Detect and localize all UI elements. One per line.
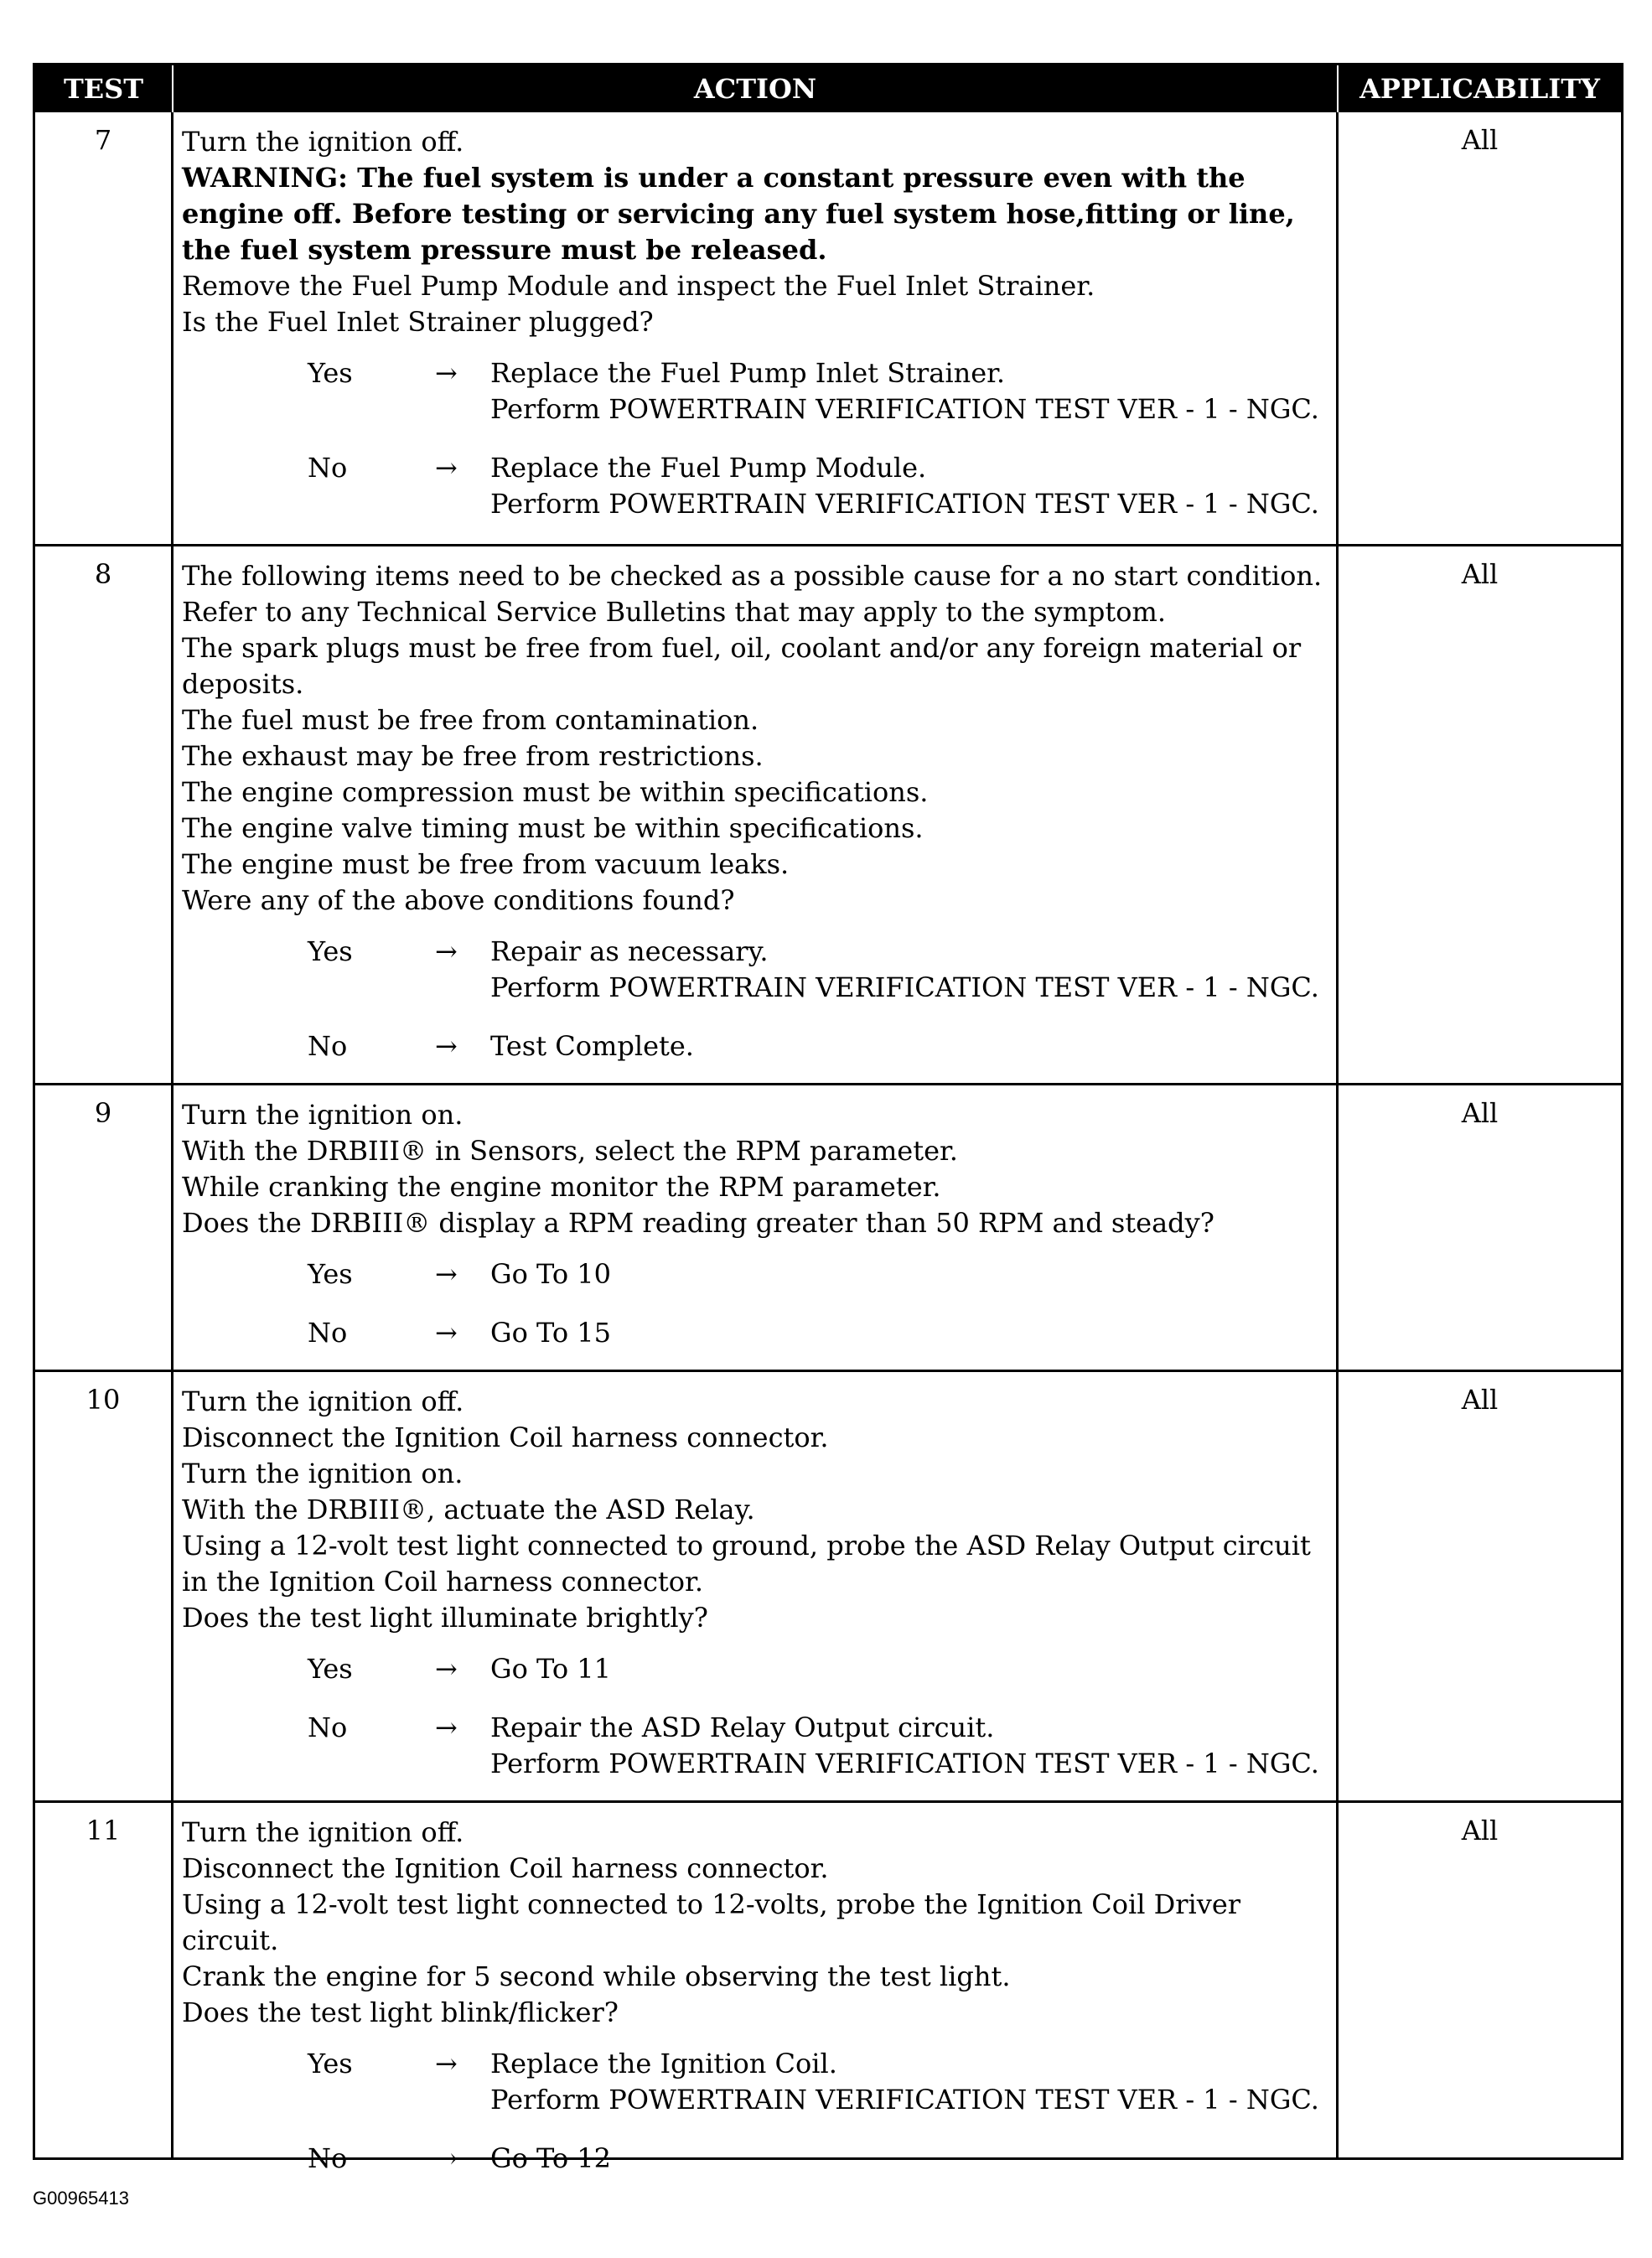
action-line: Remove the Fuel Pump Module and inspect the Fuel Inlet Strainer. — [182, 270, 1095, 302]
answer-options — [182, 934, 1328, 1064]
answer-line: Go To 15 — [490, 1317, 612, 1349]
answer-line: Go To 12 — [490, 2142, 612, 2174]
table-row — [35, 1800, 1621, 2174]
action-line: The fuel must be free from contamination. — [182, 704, 759, 736]
test-number: 8 — [35, 546, 173, 1083]
answer-label: Yes — [308, 935, 353, 967]
answer-option — [182, 1710, 1328, 1782]
answer-line: Replace the Fuel Pump Inlet Strainer. — [490, 357, 1006, 389]
answer-options — [182, 355, 1328, 522]
action-line: Were any of the above conditions found? — [182, 884, 735, 916]
header-applicability: APPLICABILITY — [1359, 73, 1600, 105]
answer-label: No — [308, 1317, 348, 1349]
applicability-cell: All — [1461, 1384, 1499, 1416]
action-cell — [173, 1085, 1339, 1370]
arrow-right-icon: → — [435, 1317, 458, 1349]
answer-options — [182, 2046, 1328, 2177]
answer-text — [490, 1710, 1328, 1782]
action-line: Crank the engine for 5 second while observing the test light. — [182, 1960, 1011, 1992]
arrow-right-icon: → — [435, 452, 458, 484]
header-action: ACTION — [173, 65, 1339, 112]
action-cell — [173, 1372, 1339, 1800]
action-line: The engine compression must be within specifications. — [182, 776, 929, 808]
answer-text — [490, 1256, 1328, 1292]
action-line: Does the DRBIII® display a RPM reading greater than 50 RPM and steady? — [182, 1207, 1214, 1239]
answer-label: No — [308, 452, 348, 484]
action-line: The engine valve timing must be within specifications. — [182, 812, 924, 844]
answer-option — [182, 1315, 1328, 1351]
answer-option — [182, 355, 1328, 427]
action-line: The exhaust may be free from restrictions. — [182, 740, 764, 772]
answer-line: Replace the Ignition Coil. — [490, 2048, 837, 2079]
answer-text — [490, 934, 1328, 1006]
arrow-right-icon: → — [435, 1258, 458, 1290]
header-test: TEST — [35, 65, 173, 112]
arrow-right-icon: → — [435, 2048, 458, 2079]
applicability-cell: All — [1461, 1097, 1499, 1129]
arrow-right-icon: → — [435, 1653, 458, 1685]
arrow-right-icon: → — [435, 2142, 458, 2174]
answer-option — [182, 2046, 1328, 2118]
table-row — [35, 544, 1621, 1083]
arrow-right-icon: → — [435, 935, 458, 967]
action-line: Turn the ignition on. — [182, 1099, 463, 1131]
action-line: While cranking the engine monitor the RPM parameter. — [182, 1171, 941, 1203]
answer-label: Yes — [308, 1653, 353, 1685]
answer-text — [490, 1315, 1328, 1351]
answer-label: No — [308, 1712, 348, 1743]
answer-option — [182, 934, 1328, 1006]
action-line: Turn the ignition on. — [182, 1458, 463, 1489]
test-number: 9 — [35, 1085, 173, 1370]
answer-text — [490, 1651, 1328, 1687]
action-line: Turn the ignition off. — [182, 1816, 464, 1848]
answer-line: Repair the ASD Relay Output circuit. — [490, 1712, 995, 1743]
answer-label: Yes — [308, 357, 353, 389]
action-cell — [173, 112, 1339, 544]
answer-text — [490, 450, 1328, 522]
table-header — [35, 65, 1621, 112]
answer-label: Yes — [308, 1258, 353, 1290]
action-line: Does the test light illuminate brightly? — [182, 1602, 708, 1634]
diagnostic-table — [33, 63, 1624, 2174]
answer-line: Go To 11 — [490, 1653, 612, 1685]
answer-line: Perform POWERTRAIN VERIFICATION TEST VER - 1 - NGC. — [490, 971, 1319, 1003]
action-line: Turn the ignition off. — [182, 1385, 464, 1417]
applicability-cell: All — [1461, 124, 1499, 156]
answer-option — [182, 1028, 1328, 1064]
action-cell — [173, 546, 1339, 1083]
action-line: The following items need to be checked as a possible cause for a no start condition. — [182, 560, 1323, 592]
answer-label: No — [308, 2142, 348, 2174]
answer-line: Perform POWERTRAIN VERIFICATION TEST VER - 1 - NGC. — [490, 393, 1319, 425]
action-line: Using a 12-volt test light connected to 12-volts, probe the Ignition Coil Driver circuit. — [182, 1888, 1241, 1956]
test-number: 11 — [35, 1803, 173, 2157]
action-line: Refer to any Technical Service Bulletins that may apply to the symptom. — [182, 596, 1167, 628]
answer-line: Replace the Fuel Pump Module. — [490, 452, 927, 484]
arrow-right-icon: → — [435, 357, 458, 389]
answer-text — [490, 2046, 1328, 2118]
table-row — [35, 1370, 1621, 1800]
answer-line: Go To 10 — [490, 1258, 612, 1290]
action-line: With the DRBIII®, actuate the ASD Relay. — [182, 1494, 755, 1525]
answer-line: Perform POWERTRAIN VERIFICATION TEST VER - 1 - NGC. — [490, 488, 1319, 520]
action-line: With the DRBIII® in Sensors, select the RPM parameter. — [182, 1135, 958, 1167]
answer-option — [182, 2141, 1328, 2177]
action-line: Using a 12-volt test light connected to ground, probe the ASD Relay Output circuit in the Ignition Coil harness connector. — [182, 1530, 1311, 1598]
table-row — [35, 1083, 1621, 1370]
answer-line: Repair as necessary. — [490, 935, 769, 967]
action-cell — [173, 1803, 1339, 2174]
answer-options — [182, 1651, 1328, 1782]
answer-option — [182, 1651, 1328, 1687]
arrow-right-icon: → — [435, 1712, 458, 1743]
answer-line: Perform POWERTRAIN VERIFICATION TEST VER - 1 - NGC. — [490, 1748, 1319, 1779]
answer-line: Test Complete. — [490, 1030, 694, 1062]
action-line: The engine must be free from vacuum leaks. — [182, 848, 790, 880]
answer-text — [490, 355, 1328, 427]
answer-text — [490, 1028, 1328, 1064]
table-row — [35, 112, 1621, 544]
arrow-right-icon: → — [435, 1030, 458, 1062]
test-number: 10 — [35, 1372, 173, 1800]
action-line: Turn the ignition off. — [182, 126, 464, 158]
action-line: Is the Fuel Inlet Strainer plugged? — [182, 306, 654, 338]
applicability-cell: All — [1461, 558, 1499, 590]
action-line: Disconnect the Ignition Coil harness connector. — [182, 1852, 829, 1884]
applicability-cell: All — [1461, 1815, 1499, 1846]
answer-option — [182, 450, 1328, 522]
action-line: The spark plugs must be free from fuel, oil, coolant and/or any foreign material or deposits. — [182, 632, 1302, 700]
answer-line: Perform POWERTRAIN VERIFICATION TEST VER - 1 - NGC. — [490, 2084, 1319, 2116]
answer-options — [182, 1256, 1328, 1351]
answer-option — [182, 1256, 1328, 1292]
answer-label: No — [308, 1030, 348, 1062]
test-number: 7 — [35, 112, 173, 544]
action-line: Disconnect the Ignition Coil harness connector. — [182, 1422, 829, 1453]
warning-text: WARNING: The fuel system is under a constant pressure even with the engine off. Before testing or servicing any fuel system hose,fitting or line, the fuel system pressure must be released. — [182, 162, 1295, 266]
action-line: Does the test light blink/flicker? — [182, 1996, 619, 2028]
figure-code: G00965413 — [33, 2188, 129, 2209]
answer-label: Yes — [308, 2048, 353, 2079]
answer-text — [490, 2141, 1328, 2177]
